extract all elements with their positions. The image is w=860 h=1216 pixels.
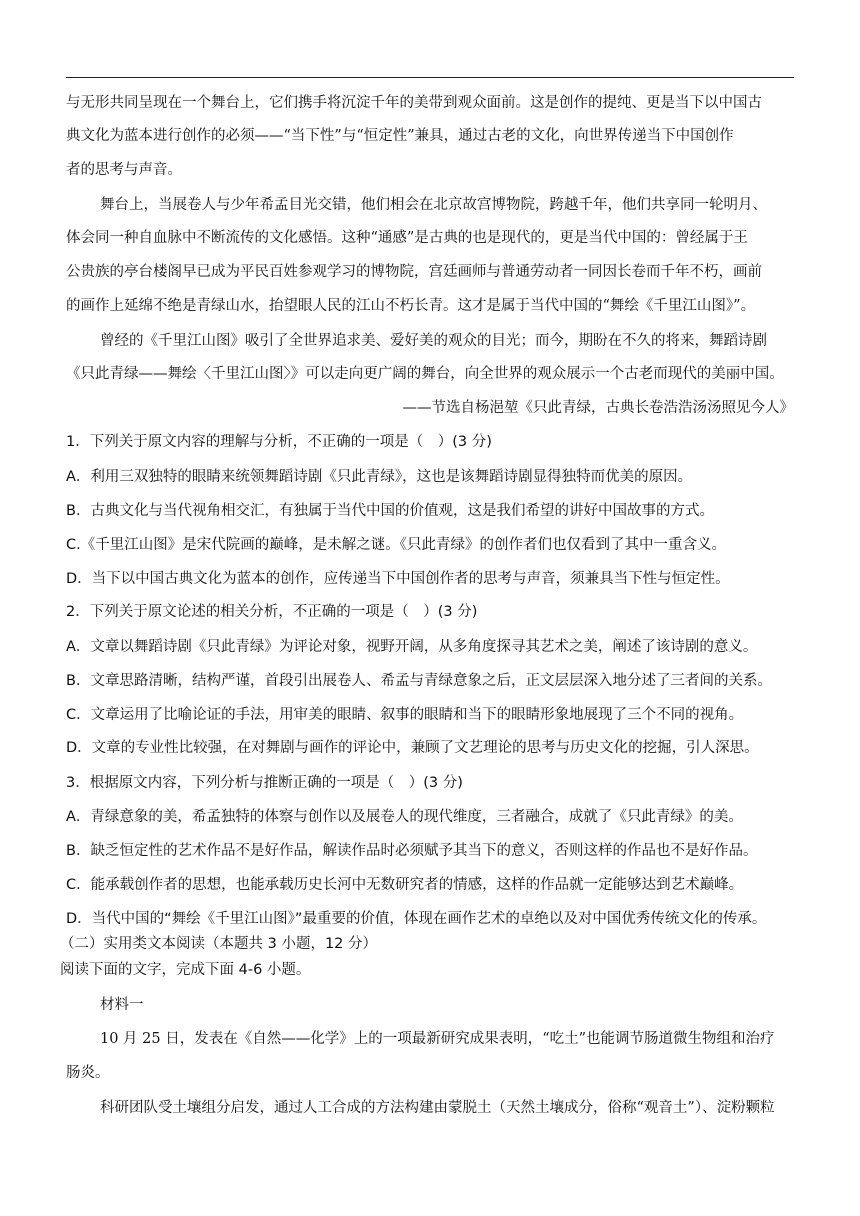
option-d: D．当下以中国古典文化为蓝本的创作，应传递当下中国创作者的思考与声音，须兼具当下性与恒定性。 [66, 571, 730, 587]
material-line: 科研团队受土壤组分启发，通过人工合成的方法构建由蒙脱土（天然土壤成分，俗称“观音土”）、淀粉颗粒 [100, 1100, 775, 1116]
option-c: C．能承载创作者的思想，也能承载历史长河中无数研究者的情感，这样的作品就一定能够达到艺术巅峰。 [66, 877, 744, 893]
material-line: 10 月 25 日，发表在《自然——化学》上的一项最新研究成果表明，“吃土”也能调节肠道微生物组和治疗 [100, 1031, 775, 1047]
passage-line: 公贵族的亭台楼阁早已成为平民百姓参观学习的博物院，宫廷画师与普通劳动者一同因长卷而千年不朽，画前 [66, 264, 762, 280]
question-stem: 2．下列关于原文论述的相关分析，不正确的一项是（ ）(3 分) [66, 604, 478, 620]
option-c: C．文章运用了比喻论证的手法，用审美的眼睛、叙事的眼睛和当下的眼睛形象地展现了三个不同的视角。 [66, 707, 744, 723]
passage-line: 体会同一种自血脉中不断流传的文化感悟。这种“通感”是古典的也是现代的，更是当代中国的：曾经属于王 [66, 230, 748, 246]
passage-line: 典文化为蓝本进行创作的必须——“当下性”与“恒定性”兼具，通过古老的文化，向世界传递当下中国创作 [66, 128, 734, 144]
passage-line: 者的思考与声音。 [66, 162, 182, 178]
option-d: D．当代中国的“舞绘《千里江山图》”最重要的价值，体现在画作艺术的卓绝以及对中国优秀传统文化的传承。 [66, 911, 767, 927]
question-stem: 3．根据原文内容，下列分析与推断正确的一项是（ ）(3 分) [66, 775, 463, 791]
header-rule [66, 77, 794, 78]
material-label: 材料一 [100, 997, 144, 1013]
option-a: A．青绿意象的美，希孟独特的体察与创作以及展卷人的现代维度，三者融合，成就了《只此青绿》的美。 [66, 809, 743, 825]
passage-line: 舞台上，当展卷人与少年希孟目光交错，他们相会在北京故宫博物院，跨越千年，他们共享同一轮明月、 [100, 197, 767, 213]
passage-line: 的画作上延绵不绝是青绿山水，抬望眼人民的江山不朽长青。这才是属于当代中国的“舞绘《千里江山图》”。 [66, 298, 756, 314]
passage-line: 曾经的《千里江山图》吸引了全世界追求美、爱好美的观众的目光；而今，期盼在不久的将来，舞蹈诗剧 [100, 333, 767, 349]
passage-line: 《只此青绿——舞绘〈千里江山图〉》可以走向更广阔的舞台，向全世界的观众展示一个古老而现代的美丽中国。 [66, 366, 784, 382]
source-citation: ——节选自杨浥堃《只此青绿，古典长卷浩浩汤汤照见今人》 [402, 400, 794, 416]
question-stem: 1．下列关于原文内容的理解与分析，不正确的一项是（ ）(3 分) [66, 434, 492, 450]
option-b: B．古典文化与当代视角相交汇，有独属于当代中国的价值观，这是我们希望的讲好中国故事的方式。 [66, 503, 714, 519]
section-instruction: 阅读下面的文字，完成下面 4-6 小题。 [60, 962, 311, 978]
option-d: D．文章的专业性比较强，在对舞剧与画作的评论中，兼顾了文艺理论的思考与历史文化的挖掘，引人深思。 [66, 740, 759, 756]
option-a: A．利用三双独特的眼睛来统领舞蹈诗剧《只此青绿》，这也是该舞蹈诗剧显得独特而优美的原因。 [66, 469, 693, 485]
option-b: B．缺乏恒定性的艺术作品不是好作品，解读作品时必须赋予其当下的意义，否则这样的作品也不是好作品。 [66, 843, 758, 859]
section-heading: （二）实用类文本阅读（本题共 3 小题，12 分） [60, 936, 378, 952]
option-b: B．文章思路清晰，结构严谨，首段引出展卷人、希孟与青绿意象之后，正文层层深入地分述了三者间的关系。 [66, 673, 772, 689]
material-line: 肠炎。 [66, 1065, 110, 1081]
option-c: C.《千里江山图》是宋代院画的巅峰，是未解之谜。《只此青绿》的创作者们也仅看到了其中一重含义。 [66, 537, 726, 553]
passage-line: 与无形共同呈现在一个舞台上，它们携手将沉淀千年的美带到观众面前。这是创作的提纯、更是当下以中国古 [66, 95, 762, 111]
option-a: A．文章以舞蹈诗剧《只此青绿》为评论对象，视野开阔，从多角度探寻其艺术之美，阐述了该诗剧的意义。 [66, 639, 758, 655]
